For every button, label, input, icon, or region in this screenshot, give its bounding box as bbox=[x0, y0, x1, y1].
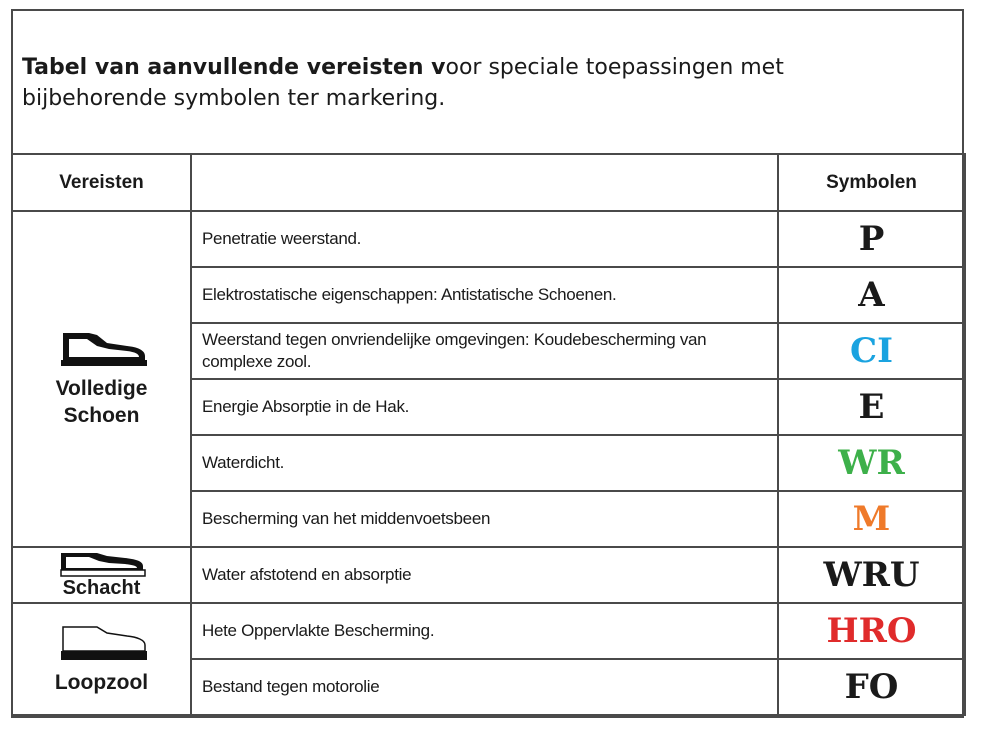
requirement-symbol: FO bbox=[778, 659, 965, 715]
requirement-description: Bestand tegen motorolie bbox=[191, 659, 778, 715]
requirement-symbol: CI bbox=[778, 323, 965, 379]
category-full-shoe bbox=[12, 211, 191, 547]
header-row bbox=[12, 154, 965, 211]
table-row bbox=[12, 547, 965, 603]
requirement-symbol: WRU bbox=[778, 547, 965, 603]
title-bold-part: Tabel van aanvullende vereisten v bbox=[22, 55, 446, 80]
outsole-shoe-icon bbox=[57, 623, 147, 663]
requirement-description: Bescherming van het middenvoetsbeen bbox=[191, 491, 778, 547]
requirement-description: Hete Oppervlakte Bescherming. bbox=[191, 603, 778, 659]
requirement-symbol: WR bbox=[778, 435, 965, 491]
requirements-table bbox=[11, 153, 966, 716]
requirement-symbol: A bbox=[778, 267, 965, 323]
header-requirements: Vereisten bbox=[12, 154, 191, 211]
header-symbols: Symbolen bbox=[778, 154, 965, 211]
category-label-line2: Schoen bbox=[63, 404, 140, 427]
category-label-line1: Volledige bbox=[55, 377, 148, 400]
requirement-description: Energie Absorptie in de Hak. bbox=[191, 379, 778, 435]
title-rest-part: oor speciale toepassingen met bijbehorende symbolen ter markering. bbox=[22, 55, 784, 111]
requirement-symbol: HRO bbox=[778, 603, 965, 659]
requirement-description: Penetratie weerstand. bbox=[191, 211, 778, 267]
table-row bbox=[12, 211, 965, 267]
requirement-symbol: M bbox=[778, 491, 965, 547]
requirement-symbol: P bbox=[778, 211, 965, 267]
category-shaft bbox=[12, 547, 191, 603]
full-shoe-icon bbox=[57, 329, 147, 369]
requirement-description: Weerstand tegen onvriendelijke omgevingen: Koudebescherming van complexe zool. bbox=[191, 323, 778, 379]
header-description bbox=[191, 154, 778, 211]
table-row bbox=[12, 603, 965, 659]
category-outsole bbox=[12, 603, 191, 715]
page-title bbox=[22, 52, 922, 114]
requirement-description: Elektrostatische eigenschappen: Antistatische Schoenen. bbox=[191, 267, 778, 323]
category-label: Schacht bbox=[62, 577, 141, 599]
requirement-description: Water afstotend en absorptie bbox=[191, 547, 778, 603]
category-label: Loopzool bbox=[54, 670, 149, 694]
requirement-description: Waterdicht. bbox=[191, 435, 778, 491]
requirement-symbol: E bbox=[778, 379, 965, 435]
shaft-shoe-icon bbox=[57, 552, 147, 578]
